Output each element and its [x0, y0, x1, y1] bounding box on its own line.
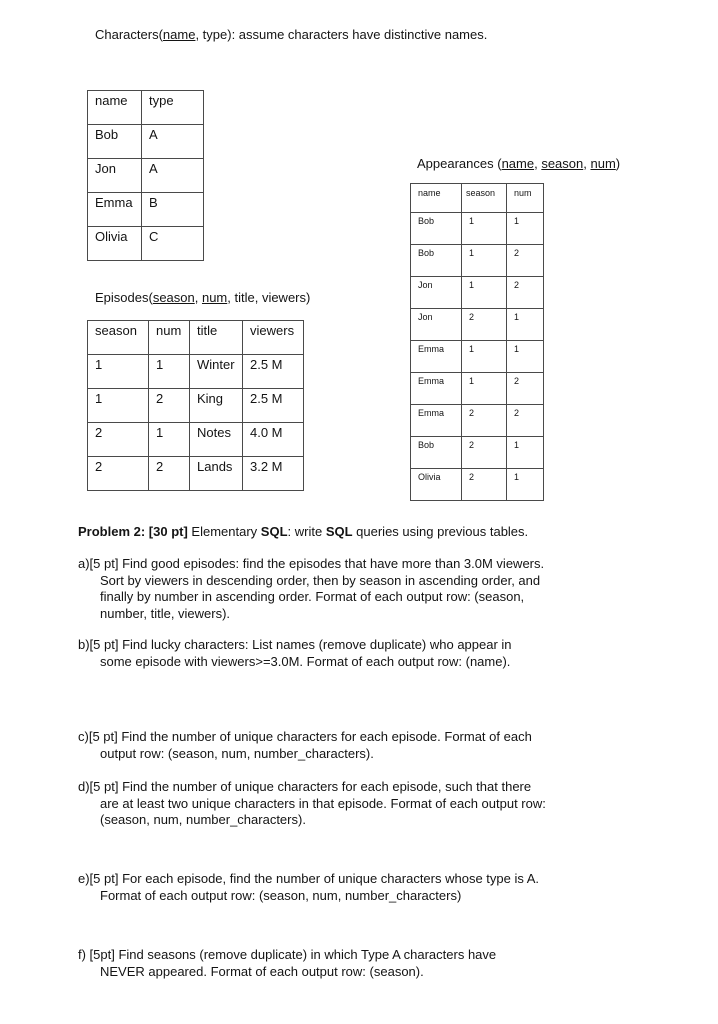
- table-cell: Notes: [190, 423, 243, 457]
- table-cell: 2: [507, 277, 544, 309]
- table-cell: 1: [507, 469, 544, 501]
- table-cell: Emma: [411, 341, 462, 373]
- episodes-table: [87, 320, 304, 491]
- question-line: e)[5 pt] For each episode, find the number of unique characters whose type is A.: [78, 871, 540, 886]
- table-row: [88, 423, 304, 457]
- table-cell: Jon: [88, 159, 142, 193]
- table-cell: Jon: [411, 277, 462, 309]
- characters-table: [87, 90, 204, 261]
- table-cell: 2: [462, 405, 507, 437]
- question-line: output row: (season, num, number_characters).: [100, 745, 374, 761]
- table-row: [411, 277, 544, 309]
- table-header-cell: viewers: [243, 321, 304, 355]
- table-row: [88, 193, 204, 227]
- question-line: number, title, viewers).: [100, 605, 231, 621]
- table-cell: 1: [462, 277, 507, 309]
- table-row: [411, 341, 544, 373]
- question-line: Format of each output row: (season, num, number_characters): [100, 887, 462, 903]
- question-line: are at least two unique characters in that episode. Format of each output row:: [100, 795, 546, 811]
- question-line: a)[5 pt] Find good episodes: find the episodes that have more than 3.0M viewers.: [78, 556, 545, 571]
- table-header-row: [411, 184, 544, 213]
- table-cell: Emma: [411, 405, 462, 437]
- table-row: [411, 469, 544, 501]
- table-header-cell: season: [462, 184, 507, 213]
- question-line: c)[5 pt] Find the number of unique characters for each episode. Format of each: [78, 729, 532, 744]
- table-cell: 1: [462, 213, 507, 245]
- table-header-cell: name: [411, 184, 462, 213]
- table-cell: 2.5 M: [243, 355, 304, 389]
- table-row: [411, 437, 544, 469]
- table-cell: Bob: [411, 245, 462, 277]
- table-cell: 1: [507, 309, 544, 341]
- table-cell: A: [142, 125, 204, 159]
- table-cell: Lands: [190, 457, 243, 491]
- question-line: (season, num, number_characters).: [100, 812, 306, 827]
- table-cell: King: [190, 389, 243, 423]
- table-header-cell: num: [507, 184, 544, 213]
- problem-part-a: [78, 556, 544, 622]
- episodes-key-num: num: [201, 290, 228, 305]
- problem-part-d: [78, 779, 546, 829]
- table-cell: 2: [88, 423, 149, 457]
- table-header-row: [88, 321, 304, 355]
- table-cell: Olivia: [411, 469, 462, 501]
- table-row: [88, 355, 304, 389]
- question-line: some episode with viewers>=3.0M. Format of each output row: (name).: [100, 653, 511, 669]
- episodes-schema: Episodes(season, num, title, viewers): [95, 290, 311, 305]
- table-header-cell: num: [149, 321, 190, 355]
- table-row: [88, 227, 204, 261]
- table-cell: 1: [149, 355, 190, 389]
- table-row: [411, 309, 544, 341]
- table-cell: 2: [507, 405, 544, 437]
- table-cell: Winter: [190, 355, 243, 389]
- problem-label: Problem 2: [30 pt]: [78, 524, 188, 539]
- table-cell: A: [142, 159, 204, 193]
- problem-part-f: [78, 947, 496, 980]
- appearances-key-num: num: [590, 156, 616, 171]
- problem-part-e: [78, 871, 539, 904]
- table-cell: B: [142, 193, 204, 227]
- table-cell: Bob: [411, 213, 462, 245]
- question-line: f) [5pt] Find seasons (remove duplicate) in which Type A characters have: [78, 947, 497, 962]
- question-line: Sort by viewers in descending order, then by season in ascending order, and: [100, 572, 541, 588]
- table-header-cell: title: [190, 321, 243, 355]
- table-header-cell: name: [88, 91, 142, 125]
- table-row: [411, 213, 544, 245]
- table-row: [88, 457, 304, 491]
- table-cell: 1: [462, 373, 507, 405]
- table-row: [411, 245, 544, 277]
- table-cell: 2: [462, 469, 507, 501]
- table-cell: C: [142, 227, 204, 261]
- appearances-schema: Appearances (name, season, num): [417, 156, 621, 171]
- table-cell: Olivia: [88, 227, 142, 261]
- episodes-key-season: season: [152, 290, 195, 305]
- table-row: [88, 125, 204, 159]
- characters-key-name: name: [162, 27, 196, 42]
- table-cell: 4.0 M: [243, 423, 304, 457]
- table-cell: 1: [507, 437, 544, 469]
- table-cell: Emma: [411, 373, 462, 405]
- table-header-row: [88, 91, 204, 125]
- table-cell: 2: [149, 389, 190, 423]
- question-line: d)[5 pt] Find the number of unique characters for each episode, such that there: [78, 779, 532, 794]
- table-header-cell: type: [142, 91, 204, 125]
- table-row: [88, 159, 204, 193]
- table-cell: 2: [462, 437, 507, 469]
- table-cell: 1: [507, 213, 544, 245]
- table-row: [88, 389, 304, 423]
- appearances-key-season: season: [541, 156, 584, 171]
- table-cell: Jon: [411, 309, 462, 341]
- table-cell: 1: [88, 355, 149, 389]
- table-cell: 3.2 M: [243, 457, 304, 491]
- table-cell: Bob: [88, 125, 142, 159]
- question-line: NEVER appeared. Format of each output row: (season).: [100, 963, 424, 979]
- table-header-cell: season: [88, 321, 149, 355]
- table-cell: Emma: [88, 193, 142, 227]
- table-cell: Bob: [411, 437, 462, 469]
- table-cell: 2.5 M: [243, 389, 304, 423]
- table-cell: 1: [462, 341, 507, 373]
- table-cell: 2: [88, 457, 149, 491]
- table-row: [411, 373, 544, 405]
- table-cell: 2: [507, 245, 544, 277]
- question-line: finally by number in ascending order. Format of each output row: (season,: [100, 589, 525, 604]
- table-cell: 2: [507, 373, 544, 405]
- table-cell: 2: [149, 457, 190, 491]
- characters-schema: Characters(name, type): assume characters have distinctive names.: [95, 27, 488, 42]
- problem-part-b: [78, 637, 512, 670]
- table-cell: 1: [149, 423, 190, 457]
- table-cell: 1: [507, 341, 544, 373]
- table-cell: 1: [462, 245, 507, 277]
- question-line: b)[5 pt] Find lucky characters: List names (remove duplicate) who appear in: [78, 637, 512, 652]
- table-cell: 1: [88, 389, 149, 423]
- problem-heading: Problem 2: [30 pt] Elementary SQL: write SQL queries using previous tables.: [78, 524, 529, 539]
- appearances-key-name: name: [501, 156, 535, 171]
- table-cell: 2: [462, 309, 507, 341]
- problem-part-c: [78, 729, 532, 762]
- table-row: [411, 405, 544, 437]
- appearances-table: [410, 183, 544, 501]
